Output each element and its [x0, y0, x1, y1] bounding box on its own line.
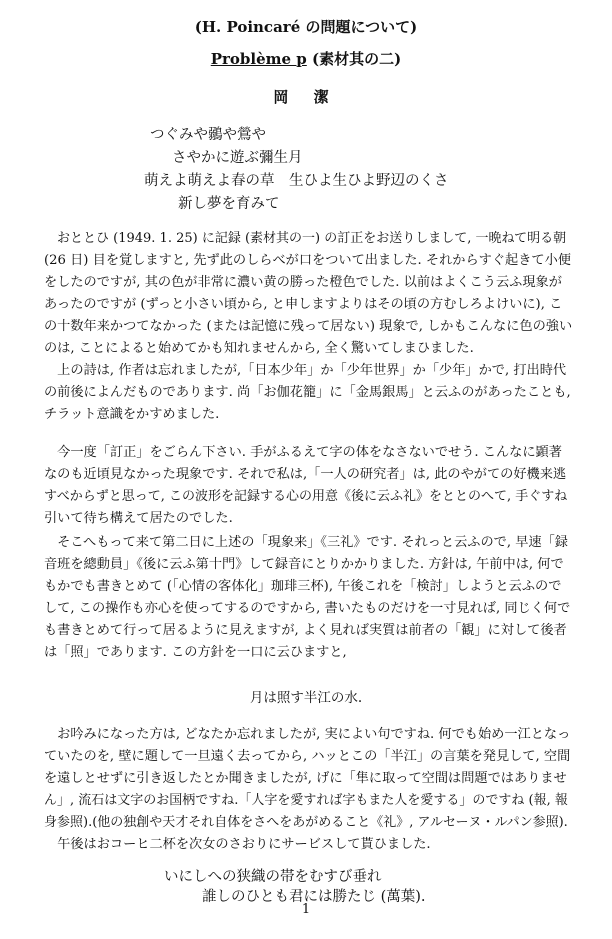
- body-line: の十数年来かつてなかった (または記憶に残って居ない) 現象で, しかもこんなに色の強い: [44, 319, 573, 334]
- title-subtitle: (素材其の二): [312, 50, 402, 68]
- body-line: すべからずと思って, この波形を記録する心の用意《後に云ふ礼》をととのへて, 手ぐすね: [44, 489, 568, 504]
- poem-line: さやかに遊ぶ彌生月: [172, 150, 303, 166]
- body-line: 午後はおコーヒ二杯を次女のさおりにサービスして貰ひました.: [44, 837, 431, 852]
- poem-line: 萌えよ萌えよ春の草 生ひよ生ひよ野辺のくさ: [144, 173, 449, 189]
- body-line: 上の詩は, 作者は忘れましたが,「日本少年」か「少年世界」か「少年」かで, 打出時代: [44, 363, 567, 378]
- body-line: (26 日) 目を覚しますと, 先ず此のしらべが口をついて出ました. それからすぐ起きて小便: [44, 253, 571, 268]
- body-line: を遠しとせずに引き返したとか聞きましたが, げに「隼に取って空間は問題ではありませ: [44, 771, 567, 786]
- author-name: 岡 潔: [273, 88, 339, 106]
- poem-line: つぐみや鶸や鶯や: [150, 127, 266, 143]
- quote-line: 月は照す半江の水.: [249, 690, 363, 706]
- body-line: 今一度「訂正」をごらん下さい. 手がふるえて字の体をなさないでせう. こんなに顕著: [44, 445, 562, 460]
- body-line: ん」, 流石は文字のお国柄ですね.「人字を愛すれば字もまた人を愛する」のですね (報, 報: [44, 793, 568, 808]
- body-line: して, この操作も亦心を使ってするのですから, 書いたものだけを一寸見れば, 同じく何で: [44, 601, 571, 616]
- body-line: お吟みになった方は, どなたか忘れましたが, 実によい句ですね. 何でも始め一江となっ: [44, 727, 571, 742]
- body-line: 身参照).(他の独創や天才それ自体をさへをあがめること《礼》, アルセーヌ・ルパン参照).: [44, 815, 568, 830]
- poem-line: 新し夢を育みて: [178, 196, 280, 212]
- body-line: もかでも書きとめて (「心情の客体化」珈琲三杯), 午後これを「検討」しようと云ふので: [44, 579, 562, 594]
- body-line: のは, ことによると始めてかも知れませんから, 全く驚いてしまひました.: [44, 341, 474, 356]
- body-line: あったのですが (ずっと小さい頃から, と申しますよりはその頃の方むしろよけいに), こ: [44, 297, 563, 312]
- body-line: 引いて待ち構えて居たのでした.: [44, 511, 233, 526]
- poem-line: いにしへの狭織の帯をむすび垂れ: [164, 869, 382, 885]
- body-line: も書きとめて行って居るように見えますが, よく見れば実質は前者の「観」に対して後者: [44, 623, 567, 638]
- body-line: ていたのを, 壁に題して一旦遠く去ってから, ハッとこの「半江」の言葉を発見して, 空間: [44, 749, 571, 764]
- body-line: おととひ (1949. 1. 25) に記録 (素材其の一) の訂正をお送りしまして, 一晩ねて明る朝: [44, 231, 567, 246]
- body-line: をしたのですが, 其の色が非常に濃い黄の勝った橙色でした. 以前はよくこう云ふ現象が: [44, 275, 562, 290]
- title-underlined: Problème p: [210, 50, 307, 68]
- title-line-1: (H. Poincaré の問題について): [194, 18, 418, 36]
- body-line: の前後によんだものであります. 尚「お伽花籠」に「金馬銀馬」と云ふのがあったことも,: [44, 385, 571, 400]
- body-line: なのも近頃見なかった現象です. それで私は,「一人の研究者」は, 此のやがての好機来逃: [44, 467, 567, 482]
- poem-line: 誰しのひとも君には勝たじ (萬葉).: [202, 889, 426, 905]
- page-number: 1: [301, 902, 311, 917]
- body-line: チラット意識をかすめました.: [44, 407, 220, 422]
- body-line: 音班を總動員」《後に云ふ第十門》して録音にとりかかりました. 方針は, 午前中は, 何で: [44, 557, 564, 572]
- title-line-2: [0, 48, 612, 69]
- body-line: そこへもって来て第二日に上述の「現象来」《三礼》です. それっと云ふので, 早速「録: [44, 535, 568, 550]
- body-line: は「照」であります. この方針を一口に云ひますと,: [44, 645, 347, 660]
